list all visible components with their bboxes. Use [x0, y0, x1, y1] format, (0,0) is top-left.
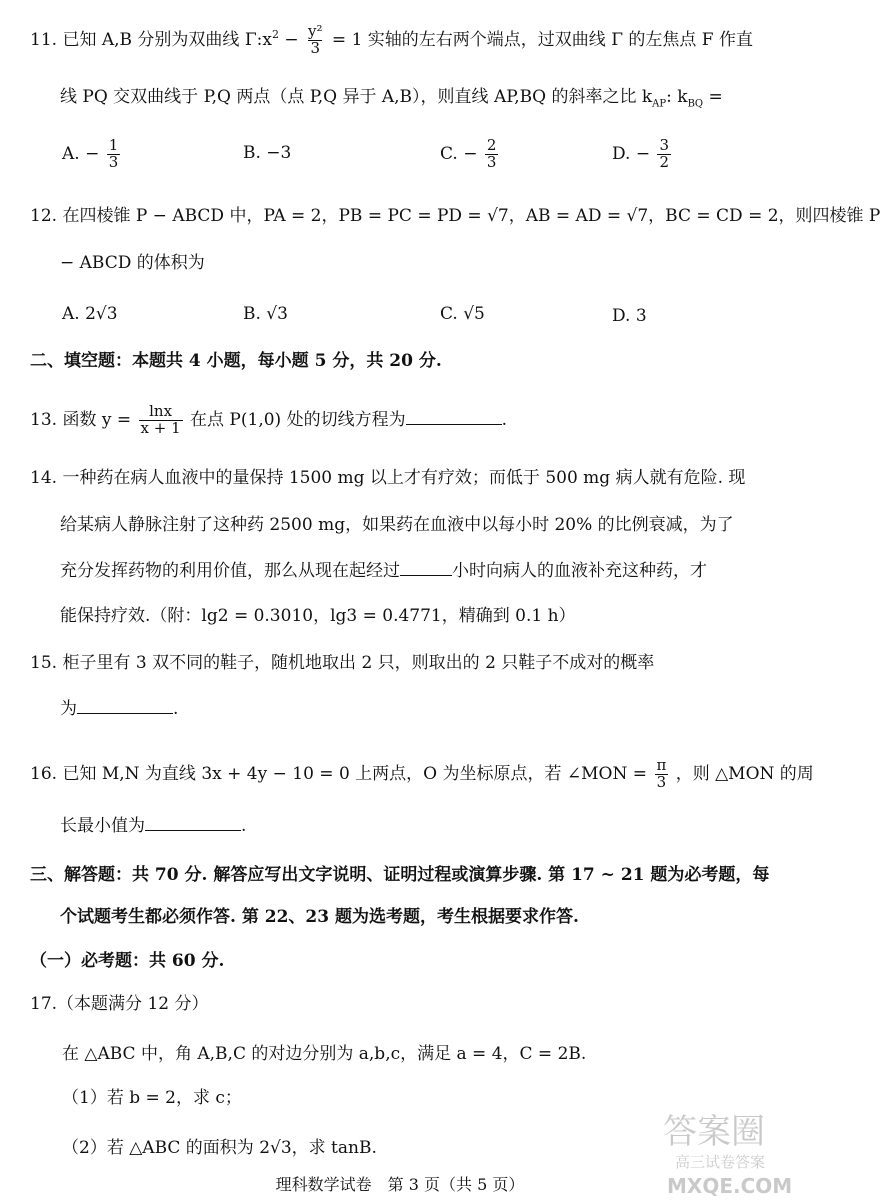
q15-answer-blank[interactable]: [77, 699, 173, 714]
q17-stem: 在 △ABC 中，角 A,B,C 的对边分别为 a,b,c，满足 a = 4，C = 2B.: [62, 1044, 587, 1064]
part1-heading: （一）必考题：共 60 分.: [30, 951, 225, 971]
q13-fraction: $\frac{\ln x}{x + 1}$: [140, 402, 181, 437]
q15-line2: 为 .: [60, 699, 179, 719]
q12-line1: 12. 在四棱锥 P − ABCD 中，PA = 2，PB = PC = PD = √7，AB = AD = √7，BC = CD = 2，则四棱锥 P: [30, 206, 880, 226]
watermark-logo: [655, 1105, 795, 1200]
section3-heading-line1: 三、解答题：共 70 分. 解答应写出文字说明、证明过程或演算步骤. 第 17 ~ 21 题为必考题，每: [30, 865, 770, 885]
q16-fraction: $\frac{\pi}{3}$: [656, 756, 667, 791]
q14-line3: 充分发挥药物的利用价值，那么从现在起经过 小时向病人的血液补充这种药，才: [60, 561, 707, 581]
watermark-text-3: MXQE.COM: [667, 1174, 793, 1198]
q14-line4: 能保持疗效.（附：lg2 = 0.3010，lg3 = 0.4771，精确到 0.1 h）: [60, 606, 576, 626]
q11-fraction: $\frac{\text{y²}}{3}$: [308, 22, 323, 57]
q15-line1: 15. 柜子里有 3 双不同的鞋子，随机地取出 2 只，则取出的 2 只鞋子不成对的概率: [30, 653, 655, 673]
q12-option-b: B. √3: [243, 304, 288, 324]
q11-line2: 线 PQ 交双曲线于 P,Q 两点（点 P,Q 异于 A,B），则直线 AP,BQ 的斜率之比 $k_{AP}$: $k_{BQ}$ =: [60, 87, 723, 110]
q12-option-c: C. √5: [440, 304, 485, 324]
q11-option-c: C. − $\frac{2}{3}$: [440, 136, 497, 171]
q12-option-d: D. 3: [612, 306, 647, 326]
section2-heading: 二、填空题：本题共 4 小题，每小题 5 分，共 20 分.: [30, 351, 442, 371]
watermark-text-1: 答案圈: [663, 1112, 765, 1152]
section3-heading-line2: 个试题考生都必须作答. 第 22、23 题为选考题，考生根据要求作答.: [60, 907, 579, 927]
q17-head: 17.（本题满分 12 分）: [30, 994, 209, 1014]
q14-line1: 14. 一种药在病人血液中的量保持 1500 mg 以上才有疗效；而低于 500 mg 病人就有危险. 现: [30, 468, 746, 488]
q17-sub1: （1）若 b = 2，求 c；: [62, 1088, 242, 1108]
q14-answer-blank[interactable]: [400, 561, 452, 576]
q14-line2: 给某病人静脉注射了这种药 2500 mg，如果药在血液中以每小时 20% 的比例衰减，为了: [60, 515, 734, 535]
page-footer: 理科数学试卷 第 3 页（共 5 页）: [275, 1175, 525, 1194]
q11-option-a: A. − $\frac{1}{3}$: [62, 136, 119, 171]
q16-answer-blank[interactable]: [145, 816, 241, 831]
q11-option-b: B. −3: [243, 143, 292, 163]
q11-line1: 11. 已知 A,B 分别为双曲线 $\Gamma:x^2$ − $\frac{\text{y²}}{3}$ = 1 实轴的左右两个端点，过双曲线 Γ 的左焦点 F 作直: [30, 22, 753, 57]
q13: 13. 函数 y = $\frac{\ln x}{x + 1}$ 在点 P(1,0) 处的切线方程为 .: [30, 402, 507, 437]
q12-option-a: A. 2√3: [62, 304, 118, 324]
q13-answer-blank[interactable]: [406, 410, 502, 425]
q16-line2: 长最小值为 .: [60, 816, 247, 836]
q11-option-d: D. − $\frac{3}{2}$: [612, 136, 670, 171]
watermark-text-2: 高三试卷答案: [675, 1153, 766, 1171]
q12-line2: − ABCD 的体积为: [60, 253, 205, 273]
q17-sub2: （2）若 △ABC 的面积为 2√3，求 tanB.: [62, 1138, 377, 1158]
q16-line1: 16. 已知 M,N 为直线 3x + 4y − 10 = 0 上两点，O 为坐标原点，若 ∠MON = $\frac{\pi}{3}$ ，则 △MON 的周: [30, 756, 814, 791]
